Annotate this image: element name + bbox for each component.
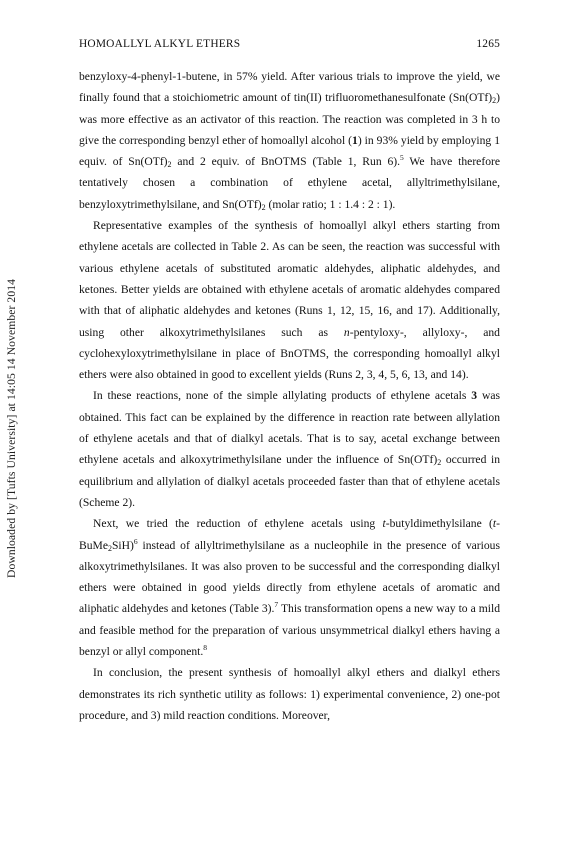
p4-subscript: 2 (107, 543, 112, 553)
italic-prefix: t (492, 517, 497, 531)
compound-number: 3 (471, 389, 478, 403)
paragraph-3 (79, 385, 500, 513)
p1-subscript: 2 (261, 202, 266, 212)
footnote-ref: 8 (203, 643, 208, 653)
p2-text: Representative examples of the synthesis of homoallyl alkyl ethers starting from ethylene acetals are collected in Table 2. As can be seen, the reaction was successful with various ethylene acetals of substituted aromatic aldehydes, aliphatic aldehydes, and ketones. Better yields are obtained with ethylene acetals of aromatic aldehydes compared with that of aliphatic aldehydes and ketones (Runs 1, 12, 15, 16, and 17). Additionally, using other alkoxytrimethylsilanes such as (79, 219, 500, 339)
p3-text: In these reactions, none of the simple allylating products of ethylene acetals (93, 389, 472, 403)
p1-text: and 2 equiv. of BnOTMS (Table 1, Run 6). (171, 155, 401, 169)
p4-text: -butyldimethylsilane ( (385, 517, 493, 531)
p4-text: instead of allyltrimethylsilane as a nucleophile in the presence of various alkoxytrimethylsilanes. It was also proven to be successful and the corresponding dialkyl ethers were obtained in good yields directly from ethylene acetals of aromatic and aliphatic aldehydes and ketones (Table 3). (79, 538, 500, 616)
footnote-ref: 5 (400, 153, 404, 163)
paragraph-2 (79, 215, 500, 385)
running-header (79, 38, 500, 50)
paragraph-4 (79, 513, 500, 662)
p4-text: -BuMe (79, 517, 500, 552)
p4-text: This transformation opens a new way to a mild and feasible method for the preparation of various unsymmetrical dialkyl ethers having a benzyl or allyl component. (79, 602, 500, 659)
italic-prefix: t (382, 517, 386, 531)
download-note: Downloaded by [Tufts University] at 14:05 14 November 2014 (5, 278, 19, 578)
p1-text: ) in 93% yield by employing 1 equiv. of Sn(OTf) (79, 133, 501, 169)
article-body (79, 66, 500, 726)
p3-text: was obtained. This fact can be explained by the difference in reaction rate between allylation of ethylene acetals and that of dialkyl acetals. That is to say, acetal exchange between ethylene acetals and alkoxytrimethylsilane under the influence of Sn(OTf) (79, 389, 500, 467)
p3-subscript: 2 (437, 458, 442, 468)
p1-text: ) was more effective as an activator of this reaction. The reaction was completed in 3 h to give the corresponding benzyl ether of homoallyl alcohol ( (79, 91, 500, 147)
p1-text: benzyloxy-4-phenyl-1-butene, in 57% yield. After various trials to improve the yield, we finally found that a stoichiometric amount of tin(II) trifluoromethanesulfonate (Sn(OTf) (79, 70, 500, 105)
p1-text: (molar ratio; 1 : 1.4 : 2 : 1). (265, 197, 396, 211)
running-title: HOMOALLYL ALKYL ETHERS (79, 38, 241, 50)
page-number: 1265 (476, 38, 500, 50)
download-watermark (4, 248, 20, 608)
footnote-ref: 6 (133, 536, 138, 546)
italic-prefix: n (343, 325, 350, 339)
p3-text: occurred in equilibrium and allylation of dialkyl acetals proceeded faster than that of ethylene acetals (Scheme 2). (79, 453, 500, 509)
footnote-ref: 7 (274, 600, 279, 610)
p2-text: -pentyloxy-, allyloxy-, and cyclohexyloxytrimethylsilane in place of BnOTMS, the corresponding homoallyl alkyl ethers were also obtained in good to excellent yields (Runs 2, 3, 4, 5, 6, 13, and 14). (79, 325, 500, 382)
p4-text: Next, we tried the reduction of ethylene acetals using (93, 517, 383, 531)
p1-subscript: 2 (167, 160, 172, 170)
p5-text: In conclusion, the present synthesis of homoallyl alkyl ethers and dialkyl ethers demonstrates its rich synthetic utility as follows: 1) experimental convenience, 2) one-pot procedure, and 3) mild reaction conditions. Moreover, (79, 666, 500, 722)
p1-text: We have therefore tentatively chosen a combination of ethylene acetal, allyltrimethylsilane, benzyloxytrimethylsilane, and Sn(OTf) (79, 155, 500, 211)
paragraph-1 (79, 66, 500, 215)
compound-number: 1 (352, 133, 358, 147)
paragraph-5 (79, 662, 500, 726)
p4-text: SiH) (111, 538, 134, 552)
p1-subscript: 2 (492, 96, 497, 106)
